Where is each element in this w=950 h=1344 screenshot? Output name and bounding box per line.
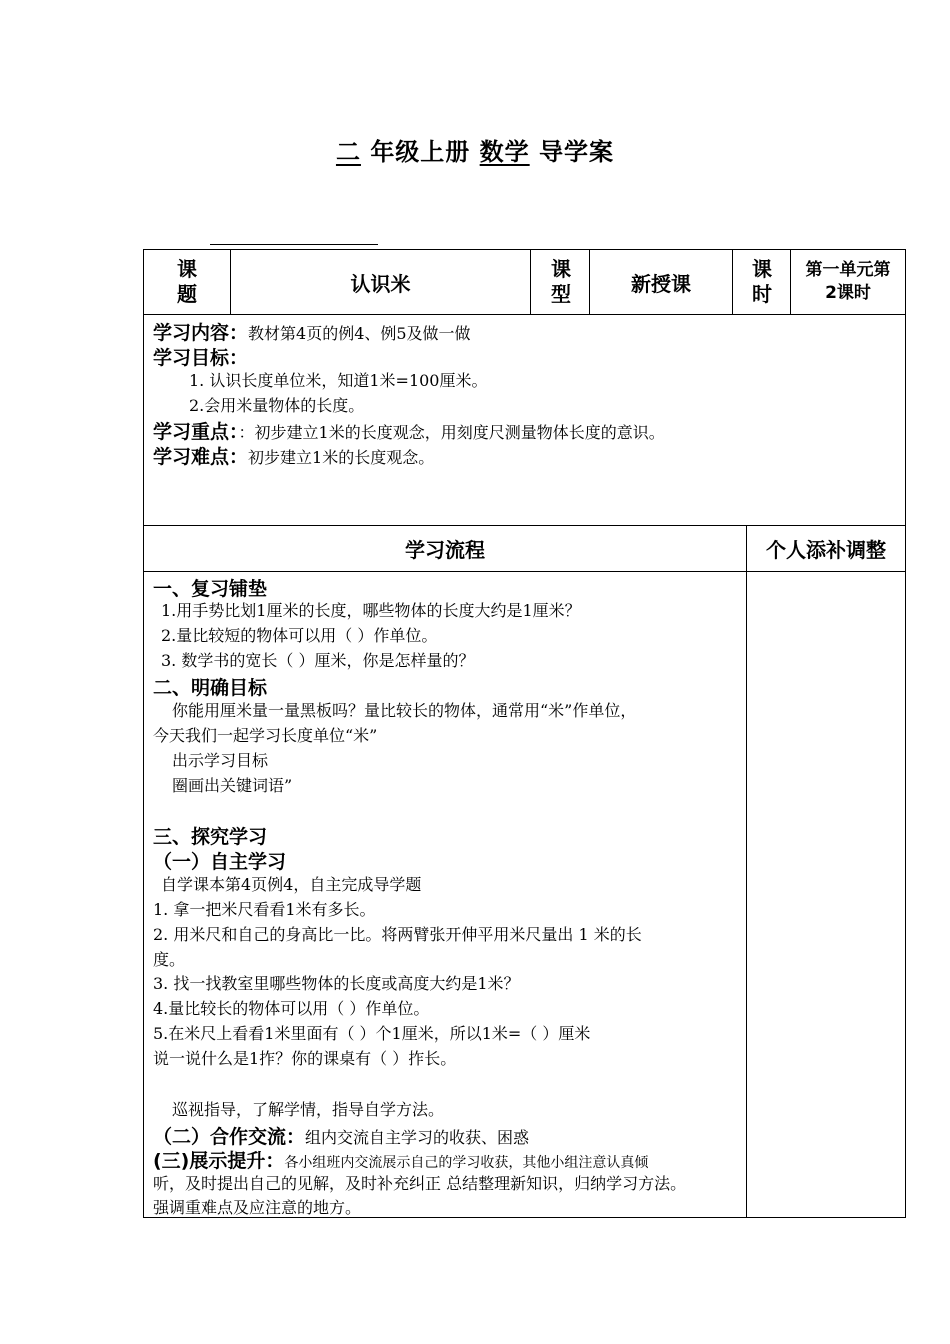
review-item: 3. 数学书的宽长（ ）厘米，你是怎样量的？ [161,651,475,670]
col-divider [530,249,531,315]
learning-difficulty: 学习难点：初步建立1米的长度观念。 [153,446,435,468]
self-study-text: 自学课本第4页例4，自主完成导学题 [161,875,422,894]
review-item: 2.量比较短的物体可以用（ ）作单位。 [161,626,438,645]
row-divider [143,314,906,315]
self-study-item: 4.量比较长的物体可以用（ ）作单位。 [153,999,430,1018]
section-explore-title: 三、探究学习 [153,826,268,848]
cooperation-line: （二）合作交流：组内交流自主学习的收获、困惑 [153,1126,530,1148]
signature-line [210,244,378,245]
review-item: 1.用手势比划1厘米的长度，哪些物体的长度大约是1厘米？ [161,601,581,620]
title-part2: 导学案 [539,138,615,166]
goal-item: 2.会用米量物体的长度。 [189,396,365,415]
presentation-text: 听，及时提出自己的见解，及时补充纠正 总结整理新知识，归纳学习方法。 [153,1174,687,1193]
title-part1: 年级上册 [370,138,471,166]
goals-text: 出示学习目标 [172,751,269,770]
type-value: 新授课 [631,271,691,296]
self-study-item: 说一说什么是1拃？你的课桌有（ ）拃长。 [153,1049,457,1068]
topic-value: 认识米 [350,271,411,296]
section-goals-title: 二、明确目标 [153,677,268,699]
learning-content: 学习内容：教材第4页的例4、例5及做一做 [153,322,471,344]
flow-header: 学习流程 [405,538,485,562]
learning-key-point: 学习重点：：初步建立1米的长度观念，用刻度尺测量物体长度的意识。 [153,421,665,443]
goals-text: 圈画出关键词语” [172,776,293,795]
section-review-title: 一、复习铺垫 [153,578,268,600]
grade-value: 二 [335,138,361,166]
learning-goals-label: 学习目标： [153,347,249,369]
col-divider [732,249,733,315]
page-title [0,132,950,167]
self-study-item: 5.在米尺上看看1米里面有（ ）个1厘米，所以1米=（ ）厘米 [153,1024,591,1043]
period-value: 第一单元第 2课时 [805,260,891,303]
presentation-line: (三)展示提升：各小组班内交流展示自己的学习收获，其他小组注意认真倾 [153,1150,649,1172]
type-label: 课型 [551,257,571,306]
row-divider [143,571,906,572]
goals-text: 今天我们一起学习长度单位“米” [153,726,378,745]
presentation-text: 强调重难点及应注意的地方。 [153,1198,362,1217]
topic-label: 课题 [177,257,197,306]
subject-value: 数学 [479,138,530,166]
self-study-item: 3. 找一找教室里哪些物体的长度或高度大约是1米？ [153,974,520,993]
period-label: 课时 [752,257,772,306]
goal-item: 1. 认识长度单位米，知道1米=100厘米。 [189,371,488,390]
self-study-item: 2. 用米尺和自己的身高比一比。将两臂张开伸平用米尺量出 1 米的长 [153,925,642,944]
col-divider [746,525,747,1218]
self-study-note: 巡视指导，了解学情，指导自学方法。 [172,1100,445,1119]
goals-text: 你能用厘米量一量黑板吗？量比较长的物体，通常用“米”作单位， [172,701,637,720]
notes-header: 个人添补调整 [766,538,886,562]
self-study-item: 度。 [153,950,186,969]
self-study-title: （一）自主学习 [153,851,287,873]
self-study-item: 1. 拿一把米尺看看1米有多长。 [153,900,376,919]
